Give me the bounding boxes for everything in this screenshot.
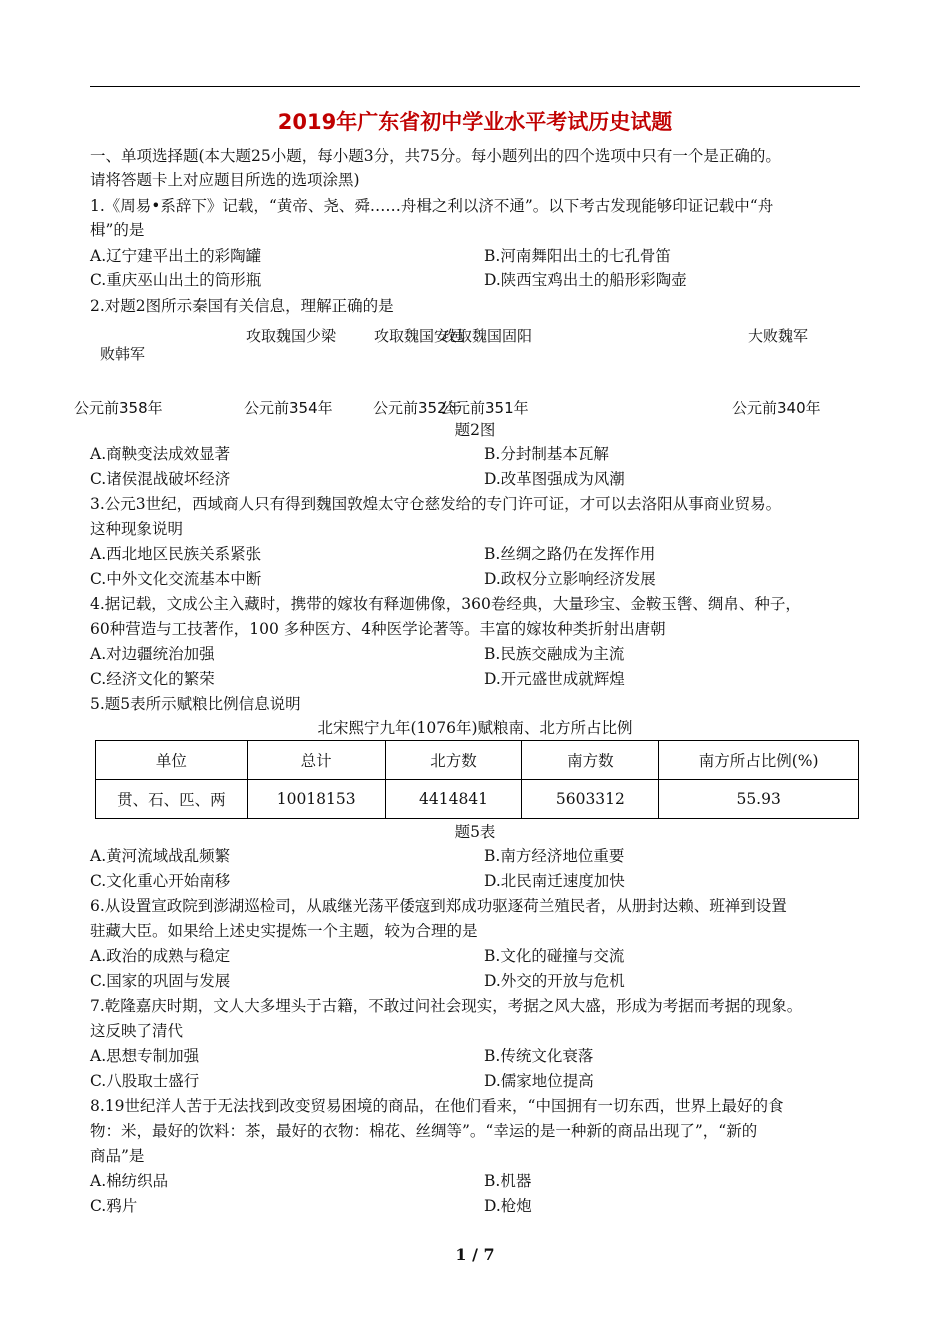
q5-option-b: B.南方经济地位重要	[484, 847, 625, 865]
q5-option-d: D.北民南迁速度加快	[484, 872, 625, 890]
timeline-year-2: 公元前354年	[244, 399, 333, 417]
q2-option-b: B.分封制基本瓦解	[484, 445, 609, 463]
page-number: 1 / 7	[455, 1245, 495, 1264]
timeline-event-1: 败韩军	[100, 345, 146, 363]
q4-option-d: D.开元盛世成就辉煌	[484, 670, 625, 688]
q7-option-c: C.八股取士盛行	[90, 1072, 200, 1090]
table-header-cell: 总计	[247, 741, 385, 780]
q7-option-d: D.儒家地位提高	[484, 1072, 594, 1090]
table-row	[96, 780, 859, 819]
q5-option-c: C.文化重心开始南移	[90, 872, 231, 890]
table-header-cell: 南方所占比例(%)	[659, 741, 859, 780]
timeline-year-4: 公元前351年	[440, 399, 529, 417]
timeline-year-3: 公元前352年	[373, 399, 462, 417]
q8-option-a: A.棉纺织品	[90, 1172, 169, 1190]
q3-option-c: C.中外文化交流基本中断	[90, 570, 262, 588]
q2-figure-caption: 题2图	[454, 421, 496, 439]
q3-stem-line1: 3.公元3世纪，西域商人只有得到魏国敦煌太守仓慈发给的专门许可证，才可以去洛阳从事商业贸易。	[90, 495, 782, 513]
section-instructions-line2: 请将答题卡上对应题目所选的选项涂黑)	[90, 171, 360, 189]
q7-stem-line1: 7.乾隆嘉庆时期，文人大多埋头于古籍，不敢过问社会现实，考据之风大盛，形成为考据而考据的现象。	[90, 997, 803, 1015]
table-header-row	[96, 741, 859, 780]
q6-option-c: C.国家的巩固与发展	[90, 972, 231, 990]
table-header-cell: 单位	[96, 741, 248, 780]
q2-option-d: D.改革图强成为风潮	[484, 470, 625, 488]
q1-stem-line2: 楫”的是	[90, 221, 145, 239]
q4-option-b: B.民族交融成为主流	[484, 645, 625, 663]
q2-stem: 2.对题2图所示秦国有关信息，理解正确的是	[90, 297, 394, 315]
q5-table-caption: 题5表	[454, 823, 496, 841]
q4-option-a: A.对边疆统治加强	[90, 645, 215, 663]
q8-option-c: C.鸦片	[90, 1197, 138, 1215]
q3-option-d: D.政权分立影响经济发展	[484, 570, 656, 588]
table-cell: 5603312	[522, 780, 659, 819]
timeline-event-4: 攻取魏国固阳	[442, 327, 533, 345]
q6-option-d: D.外交的开放与危机	[484, 972, 625, 990]
timeline-event-2: 攻取魏国少梁	[246, 327, 337, 345]
section-instructions-line1: 一、单项选择题(本大题25小题，每小题3分，共75分。每小题列出的四个选项中只有一个是正确的。	[90, 147, 781, 165]
q4-stem-line2: 60种营造与工技著作，100 多种医方、4种医学论著等。丰富的嫁妆种类折射出唐朝	[90, 620, 666, 638]
q1-stem-line1: 1.《周易•系辞下》记载，“黄帝、尧、舜……舟楫之利以济不通”。以下考古发现能够印证记载中“舟	[90, 197, 774, 215]
q8-stem-line1: 8.19世纪洋人苦于无法找到改变贸易困境的商品，在他们看来，“中国拥有一切东西，世界上最好的食	[90, 1097, 784, 1115]
q8-stem-line3: 商品”是	[90, 1147, 145, 1165]
q4-stem-line1: 4.据记载，文成公主入藏时，携带的嫁妆有释迦佛像，360卷经典，大量珍宝、金鞍玉辔、绸帛、种子，	[90, 595, 801, 613]
q2-option-a: A.商鞅变法成效显著	[90, 445, 231, 463]
q4-option-c: C.经济文化的繁荣	[90, 670, 215, 688]
q3-stem-line2: 这种现象说明	[90, 520, 184, 538]
timeline-event-5: 大败魏军	[748, 327, 809, 345]
q7-option-a: A.思想专制加强	[90, 1047, 200, 1065]
q6-stem-line1: 6.从设置宣政院到澎湖巡检司，从戚继光荡平倭寇到郑成功驱逐荷兰殖民者，从册封达赖、班禅到设置	[90, 897, 787, 915]
q8-stem-line2: 物：米，最好的饮料：茶，最好的衣物：棉花、丝绸等”。“幸运的是一种新的商品出现了”，“新的	[90, 1122, 758, 1140]
q1-option-b: B.河南舞阳出土的七孔骨笛	[484, 247, 671, 265]
q1-option-a: A.辽宁建平出土的彩陶罐	[90, 247, 262, 265]
timeline-year-1: 公元前358年	[74, 399, 163, 417]
q7-stem-line2: 这反映了清代	[90, 1022, 184, 1040]
table-cell: 55.93	[659, 780, 859, 819]
q5-table-title: 北宋熙宁九年(1076年)赋粮南、北方所占比例	[317, 719, 633, 737]
timeline-event-3: 攻取魏国安邑	[374, 327, 465, 345]
q5-option-a: A.黄河流域战乱频繁	[90, 847, 231, 865]
q8-option-d: D.枪炮	[484, 1197, 532, 1215]
timeline-year-5: 公元前340年	[732, 399, 821, 417]
q3-option-a: A.西北地区民族关系紧张	[90, 545, 262, 563]
q5-stem: 5.题5表所示赋粮比例信息说明	[90, 695, 301, 713]
page-title: 2019年广东省初中学业水平考试历史试题	[277, 110, 673, 134]
table-header-cell: 北方数	[385, 741, 522, 780]
q1-option-d: D.陕西宝鸡出土的船形彩陶壶	[484, 271, 687, 289]
q2-option-c: C.诸侯混战破坏经济	[90, 470, 231, 488]
table-cell: 贯、石、匹、两	[96, 780, 248, 819]
q8-option-b: B.机器	[484, 1172, 532, 1190]
top-rule	[90, 86, 860, 87]
q3-option-b: B.丝绸之路仍在发挥作用	[484, 545, 656, 563]
q6-option-b: B.文化的碰撞与交流	[484, 947, 625, 965]
table-cell: 10018153	[247, 780, 385, 819]
table-cell: 4414841	[385, 780, 522, 819]
table-header-cell: 南方数	[522, 741, 659, 780]
q6-option-a: A.政治的成熟与稳定	[90, 947, 231, 965]
q6-stem-line2: 驻藏大臣。如果给上述史实提炼一个主题，较为合理的是	[90, 922, 478, 940]
q1-option-c: C.重庆巫山出土的筒形瓶	[90, 271, 262, 289]
q7-option-b: B.传统文化衰落	[484, 1047, 594, 1065]
q5-table	[95, 740, 859, 819]
